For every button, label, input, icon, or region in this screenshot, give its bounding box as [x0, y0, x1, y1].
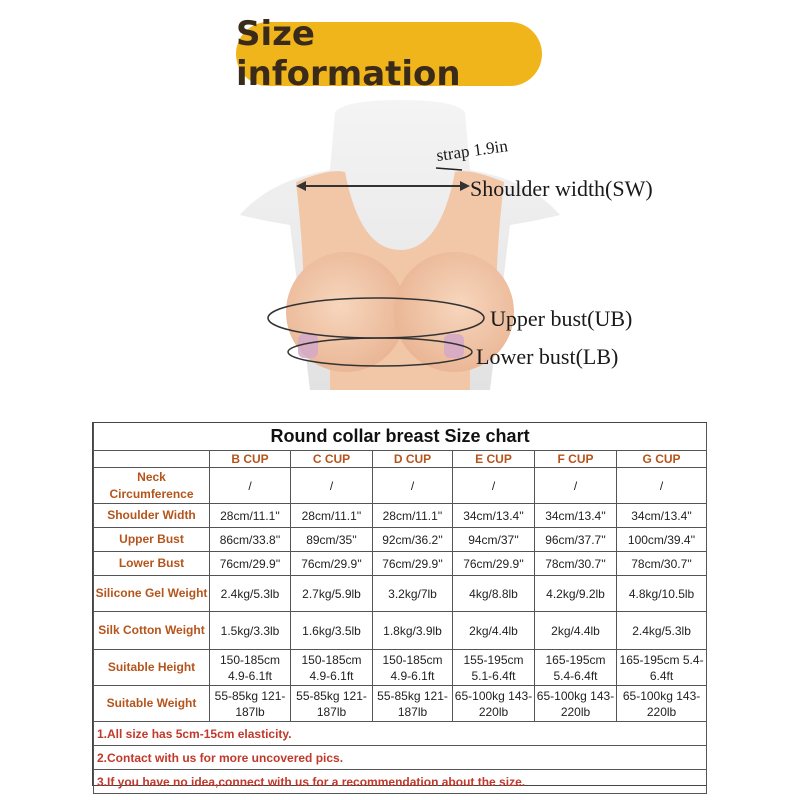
row-label-upper-bust: Upper Bust	[94, 528, 210, 552]
cell: 150-185cm 4.9-6.1ft	[291, 650, 373, 686]
cell: 89cm/35''	[291, 528, 373, 552]
cell: 4kg/8.8lb	[453, 576, 535, 612]
row-label-shoulder: Shoulder Width	[94, 504, 210, 528]
product-figure	[0, 100, 800, 412]
cell: 94cm/37''	[453, 528, 535, 552]
table-row	[94, 612, 707, 650]
cell: 78cm/30.7''	[617, 552, 707, 576]
cell: 34cm/13.4''	[617, 504, 707, 528]
row-label-cotton-weight: Silk Cotton Weight	[94, 612, 210, 650]
header-row	[94, 451, 707, 468]
size-chart	[92, 422, 707, 789]
cell: 2.7kg/5.9lb	[291, 576, 373, 612]
cell: 165-195cm 5.4-6.4ft	[535, 650, 617, 686]
cell: 86cm/33.8''	[210, 528, 291, 552]
table-row	[94, 576, 707, 612]
cell: 2kg/4.4lb	[453, 612, 535, 650]
cell: /	[535, 468, 617, 504]
row-label-silicone-weight: Silicone Gel Weight	[94, 576, 210, 612]
cell: 76cm/29.9''	[453, 552, 535, 576]
cell: 55-85kg 121-187lb	[373, 686, 453, 722]
cell: 34cm/13.4''	[453, 504, 535, 528]
cell: 150-185cm 4.9-6.1ft	[210, 650, 291, 686]
cell: 65-100kg 143-220lb	[535, 686, 617, 722]
cell: 2kg/4.4lb	[535, 612, 617, 650]
table-row	[94, 468, 707, 504]
row-label-neck: Neck Circumference	[94, 468, 210, 504]
cell: 165-195cm 5.4-6.4ft	[617, 650, 707, 686]
table-row	[94, 528, 707, 552]
table-row	[94, 650, 707, 686]
cell: 92cm/36.2''	[373, 528, 453, 552]
cell: 2.4kg/5.3lb	[617, 612, 707, 650]
cell: /	[210, 468, 291, 504]
table-row	[94, 686, 707, 722]
cell: 155-195cm 5.1-6.4ft	[453, 650, 535, 686]
lower-bust-label: Lower bust(LB)	[476, 344, 619, 369]
col-d-cup: D CUP	[373, 451, 453, 468]
cell: 1.8kg/3.9lb	[373, 612, 453, 650]
cell: 4.2kg/9.2lb	[535, 576, 617, 612]
cell: 65-100kg 143-220lb	[453, 686, 535, 722]
cell: /	[291, 468, 373, 504]
col-e-cup: E CUP	[453, 451, 535, 468]
cell: 65-100kg 143-220lb	[617, 686, 707, 722]
note-row	[94, 722, 707, 746]
col-b-cup: B CUP	[210, 451, 291, 468]
upper-bust-label: Upper bust(UB)	[490, 306, 633, 331]
chart-title: Round collar breast Size chart	[94, 423, 707, 451]
strap-label: strap 1.9in	[435, 136, 509, 166]
row-label-lower-bust: Lower Bust	[94, 552, 210, 576]
cell: 78cm/30.7''	[535, 552, 617, 576]
cell: 2.4kg/5.3lb	[210, 576, 291, 612]
cell: /	[373, 468, 453, 504]
cell: 28cm/11.1''	[210, 504, 291, 528]
left-blur	[298, 334, 318, 358]
cell: 76cm/29.9''	[210, 552, 291, 576]
header-blank	[94, 451, 210, 468]
col-g-cup: G CUP	[617, 451, 707, 468]
cell: /	[453, 468, 535, 504]
note-contact: 2.Contact with us for more uncovered pics.	[94, 746, 707, 770]
note-row	[94, 746, 707, 770]
cell: 150-185cm 4.9-6.1ft	[373, 650, 453, 686]
row-label-suitable-weight: Suitable Weight	[94, 686, 210, 722]
note-elasticity: 1.All size has 5cm-15cm elasticity.	[94, 722, 707, 746]
cell: 28cm/11.1''	[291, 504, 373, 528]
table-row	[94, 552, 707, 576]
note-recommendation: 3.If you have no idea,connect with us for a recommendation about the size.	[94, 770, 707, 794]
cell: 100cm/39.4''	[617, 528, 707, 552]
cell: 1.6kg/3.5lb	[291, 612, 373, 650]
cell: 76cm/29.9''	[291, 552, 373, 576]
cell: 96cm/37.7''	[535, 528, 617, 552]
cell: 1.5kg/3.3lb	[210, 612, 291, 650]
cell: 4.8kg/10.5lb	[617, 576, 707, 612]
cell: /	[617, 468, 707, 504]
cell: 34cm/13.4''	[535, 504, 617, 528]
title-pill	[236, 14, 542, 94]
note-row	[94, 770, 707, 794]
size-table	[93, 423, 707, 794]
cell: 28cm/11.1''	[373, 504, 453, 528]
cell: 55-85kg 121-187lb	[210, 686, 291, 722]
row-label-suitable-height: Suitable Height	[94, 650, 210, 686]
cell: 55-85kg 121-187lb	[291, 686, 373, 722]
col-f-cup: F CUP	[535, 451, 617, 468]
shoulder-width-label: Shoulder width(SW)	[470, 176, 653, 201]
page-title: Size information	[236, 14, 461, 94]
cell: 3.2kg/7lb	[373, 576, 453, 612]
col-c-cup: C CUP	[291, 451, 373, 468]
table-row	[94, 504, 707, 528]
cell: 76cm/29.9''	[373, 552, 453, 576]
